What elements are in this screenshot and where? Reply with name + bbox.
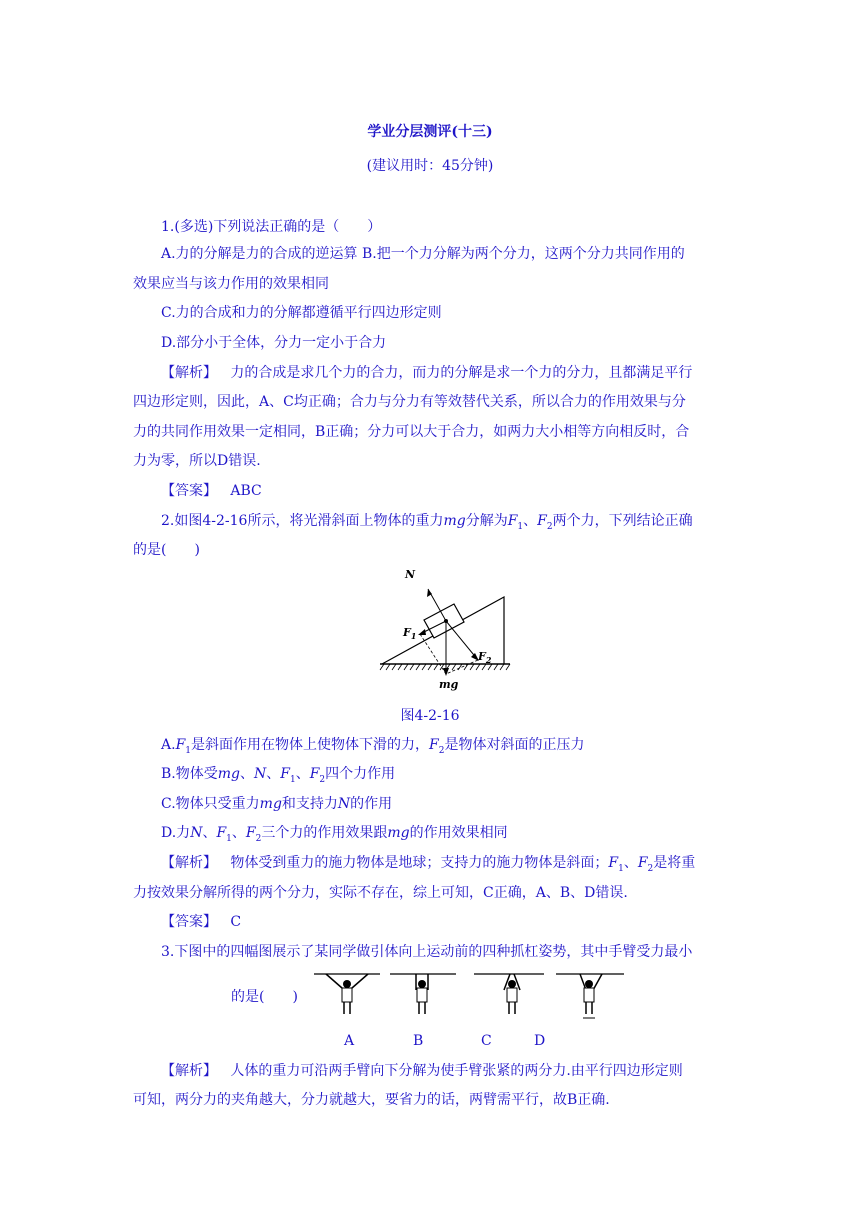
q2-stem-a: 2.如图4-2-16所示，将光滑斜面上物体的重力	[161, 513, 444, 529]
q3-stem: 3.下图中的四幅图展示了某同学做引体向上运动前的四种抓杠姿势，其中手臂受力最小	[161, 944, 693, 960]
q1-option-c: C.力的合成和力的分解都遵循平行四边形定则	[161, 305, 442, 321]
q2-optB-f2: F	[309, 766, 320, 782]
pullup-label-b: B	[413, 1033, 424, 1049]
figure-caption: 图4-2-16	[400, 708, 460, 724]
q2-analysis-line1	[161, 853, 695, 879]
q2-analysis-f1: F	[608, 855, 619, 871]
fig-label-mg: mg	[439, 678, 459, 691]
q1-analysis-tag: 【解析】	[161, 365, 217, 381]
pullup-figure	[312, 968, 632, 1028]
q2-optD-mg: mg	[387, 825, 410, 841]
q2-stem-b: 分解为	[465, 513, 508, 529]
q2-optC-mg: mg	[259, 796, 282, 812]
q2-optA-sub1: 1	[185, 745, 192, 756]
pullup-label-a: A	[344, 1033, 355, 1049]
page-subtitle: (建议用时：45分钟)	[366, 158, 494, 174]
q2-optD-f1: F	[216, 825, 227, 841]
q1-answer-value: ABC	[230, 483, 262, 499]
q2-option-d	[161, 823, 508, 849]
q2-optD-a: D.力	[161, 825, 191, 841]
q2-optD-sub1: 1	[226, 833, 232, 844]
q2-optD-b: 三个力的作用效果跟	[261, 825, 388, 841]
q1-option-d: D.部分小于全体，分力一定小于合力	[161, 335, 387, 351]
q1-answer	[161, 481, 262, 501]
pullup-pose-a	[314, 974, 380, 1014]
incline-figure	[370, 562, 520, 692]
q1-analysis-line2: 四边形定则，因此，A、C均正确；合力与分力有等效替代关系，所以合力的作用效果与分	[133, 394, 686, 410]
q2-stem-f2: F	[537, 513, 547, 529]
q2-stem-mg: mg	[443, 513, 466, 529]
q2-optA-f1: F	[175, 737, 186, 753]
q2-optB-sep3: 、	[295, 766, 310, 782]
q3-analysis-tag: 【解析】	[161, 1063, 217, 1079]
q2-option-c	[161, 794, 392, 814]
q2-analysis-b: 是将重	[653, 855, 696, 871]
q3-stem-line2: 的是( )	[231, 989, 298, 1005]
q3-analysis-line1	[161, 1061, 683, 1081]
q2-option-a	[161, 735, 584, 761]
q1-analysis-line4: 力为零，所以D错误.	[133, 453, 261, 469]
fig-label-f2-sub: 2	[485, 655, 492, 666]
q1-analysis-line1	[161, 363, 692, 383]
q2-optD-n: N	[190, 825, 203, 841]
q2-optB-n: N	[254, 766, 267, 782]
q2-optC-c: 的作用	[350, 796, 393, 812]
fig-label-f1	[403, 626, 416, 641]
q2-analysis-sep: 、	[623, 855, 638, 871]
pullup-pose-c	[474, 974, 544, 1014]
q2-analysis-tag: 【解析】	[161, 855, 217, 871]
q2-analysis-f2: F	[637, 855, 648, 871]
q1-answer-tag: 【答案】	[161, 483, 217, 499]
q2-optA-prefix: A.	[161, 737, 176, 753]
q2-optC-b: 和支持力	[281, 796, 338, 812]
q2-optD-sep2: 、	[231, 825, 246, 841]
pullup-label-c: C	[481, 1033, 492, 1049]
q2-optB-mg: mg	[217, 766, 240, 782]
q2-optA-f2: F	[429, 737, 439, 753]
q2-analysis-a: 物体受到重力的施力物体是地球；支持力的施力物体是斜面；	[230, 855, 609, 871]
q2-option-b	[161, 764, 395, 790]
q2-optD-sep1: 、	[202, 825, 217, 841]
q1-stem: 1.(多选)下列说法正确的是（ ）	[161, 219, 382, 235]
q2-optC-a: C.物体只受重力	[161, 796, 260, 812]
q2-optB-end: 四个力作用	[325, 766, 396, 782]
pullup-pose-d	[556, 974, 624, 1018]
q1-option-a-line1: A.力的分解是力的合成的逆运算 B.把一个力分解为两个分力，这两个分力共同作用的	[161, 246, 685, 262]
q3-analysis-text: 人体的重力可沿两手臂向下分解为使手臂张紧的两分力.由平行四边形定则	[230, 1063, 683, 1079]
q2-analysis-sub1: 1	[618, 863, 624, 874]
fig-label-f2	[478, 650, 491, 665]
q2-optA-sub2: 2	[438, 745, 445, 756]
q2-stem-line2: 的是( )	[133, 542, 200, 558]
q2-analysis-line2: 力按效果分解所得的两个分力，实际不存在，综上可知，C正确，A、B、D错误.	[133, 885, 628, 901]
q2-optB-sep2: 、	[266, 766, 281, 782]
q2-stem-sep: 、	[523, 513, 538, 529]
q2-stem-sub2: 2	[546, 521, 553, 532]
q2-optB-sep1: 、	[240, 766, 254, 782]
pullup-pose-b	[390, 974, 456, 1014]
page-title: 学业分层测评(十三)	[367, 124, 493, 140]
q2-optB-sub2: 2	[319, 774, 326, 785]
q3-analysis-line2: 可知，两分力的夹角越大，分力就越大，要省力的话，两臂需平行，故B正确.	[133, 1092, 610, 1108]
q2-answer-value: C	[230, 914, 242, 930]
fig-label-f2-f: F	[478, 650, 486, 663]
q2-stem-f: F	[507, 513, 518, 529]
q2-optB-sub1: 1	[289, 774, 296, 785]
q2-stem-c: 两个力，下列结论正确	[552, 513, 693, 529]
fig-label-f1-f: F	[403, 626, 411, 639]
q1-analysis-line3: 力的共同作用效果一定相同，B正确；分力可以大于合力，如两力大小相等方向相反时，合	[133, 424, 690, 440]
q2-optA-mid: 是斜面作用在物体上使物体下滑的力，	[191, 737, 430, 753]
fig-label-n: N	[405, 568, 416, 581]
q2-optD-sub2: 2	[255, 833, 262, 844]
q2-stem-line1	[161, 511, 693, 537]
q2-optD-c: 的作用效果相同	[409, 825, 508, 841]
q2-optA-end: 是物体对斜面的正压力	[444, 737, 585, 753]
q2-analysis-sub2: 2	[647, 863, 654, 874]
q1-analysis-text: 力的合成是求几个力的合力，而力的分解是求一个力的分力，且都满足平行	[230, 365, 693, 381]
q1-option-a-line2: 效果应当与该力作用的效果相同	[133, 276, 329, 292]
q2-answer-tag: 【答案】	[161, 914, 217, 930]
q2-stem-sub1: 1	[517, 521, 524, 532]
q2-optC-n: N	[337, 796, 351, 812]
pullup-label-d: D	[534, 1033, 546, 1049]
q2-optD-f2: F	[245, 825, 256, 841]
q2-answer	[161, 912, 241, 932]
q2-optB-prefix: B.物体受	[161, 766, 218, 782]
q2-optB-f1: F	[280, 766, 290, 782]
fig-label-f1-sub: 1	[410, 631, 417, 642]
